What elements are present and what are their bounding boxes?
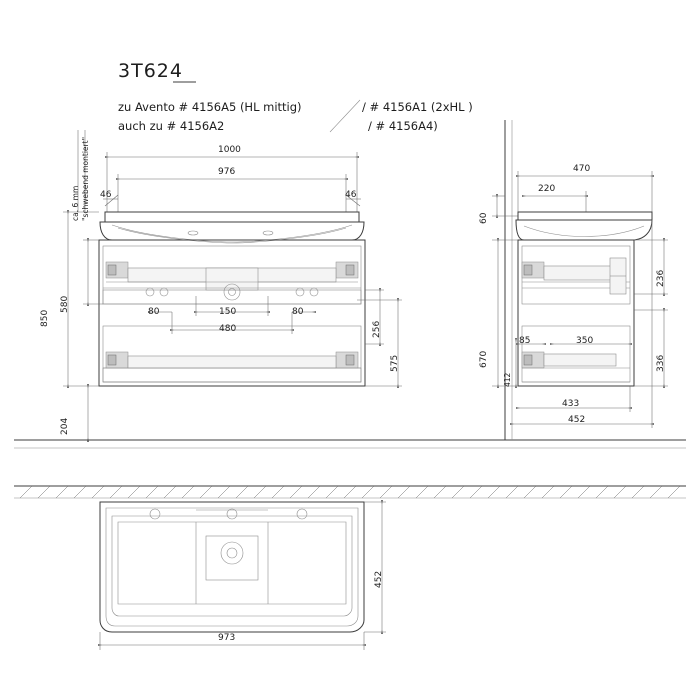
side-dim-336: 336	[656, 354, 666, 372]
note-ca-6mm: ca. 6 mm	[71, 185, 80, 221]
side-dim-670: 670	[479, 350, 489, 368]
subtitle-line-2: auch zu # 4156A2	[118, 119, 225, 133]
side-dim-433: 433	[562, 399, 580, 409]
side-dim-470: 470	[573, 164, 591, 174]
subtitle-line-2b: / # 4156A4)	[368, 119, 438, 133]
front-dim-1000: 1000	[218, 145, 241, 155]
side-dim-85: 85	[519, 336, 531, 346]
front-dim-976: 976	[218, 167, 236, 177]
side-dim-412: 412	[503, 372, 512, 387]
side-dim-452: 452	[568, 415, 586, 425]
side-dim-60: 60	[479, 212, 489, 224]
side-dim-220: 220	[538, 184, 556, 194]
front-dim-204: 204	[60, 417, 70, 435]
front-dim-480: 480	[219, 324, 237, 334]
front-dim-150: 150	[219, 307, 237, 317]
front-dim-256: 256	[372, 320, 382, 338]
side-dim-350: 350	[576, 336, 594, 346]
front-dim-80-right: 80	[292, 307, 304, 317]
front-dim-46-left: 46	[100, 190, 112, 200]
drawing-title: 3T624	[118, 60, 183, 82]
front-dim-575: 575	[390, 354, 400, 372]
front-dim-46-right: 46	[345, 190, 357, 200]
front-dim-850: 850	[40, 309, 50, 327]
note-schwebend-montiert: "schwebend montiert"	[81, 136, 90, 221]
subtitle-line-1b: / # 4156A1 (2xHL )	[362, 100, 473, 114]
side-dim-236: 236	[656, 269, 666, 287]
subtitle-line-1: zu Avento # 4156A5 (HL mittig)	[118, 100, 302, 114]
plan-dim-452: 452	[374, 570, 384, 588]
front-dim-580: 580	[60, 295, 70, 313]
plan-dim-973: 973	[218, 633, 236, 643]
front-dim-80-left: 80	[148, 307, 160, 317]
